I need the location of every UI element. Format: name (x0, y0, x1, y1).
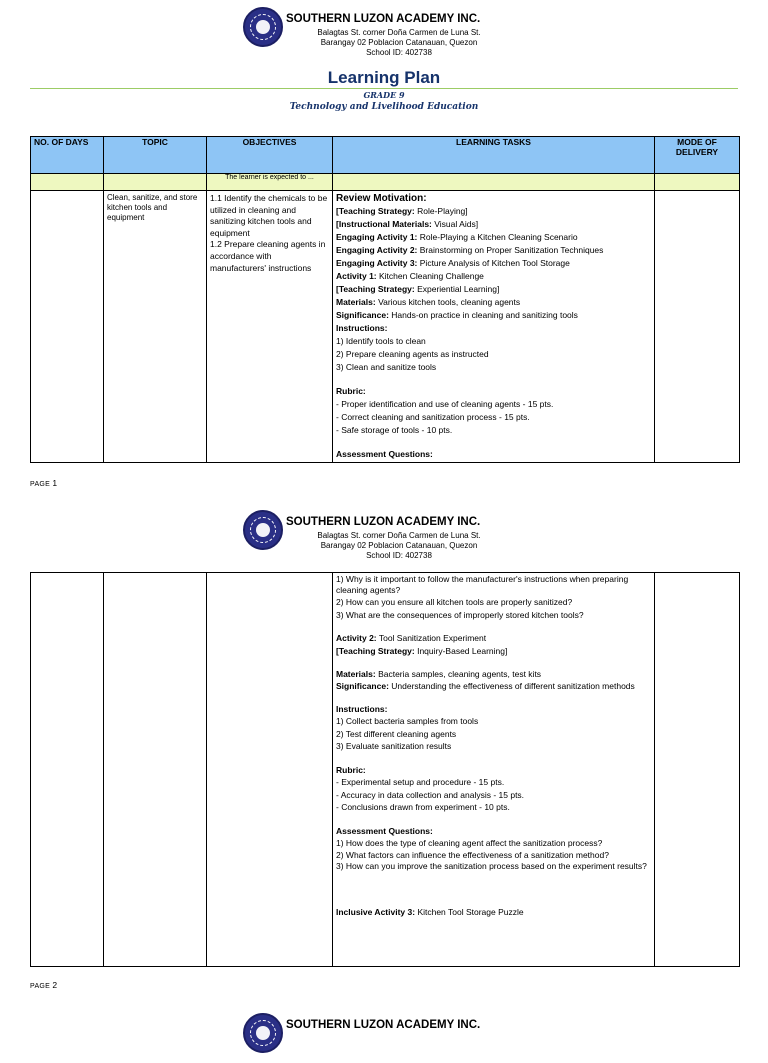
assessment-questions-label: Assessment Questions: (336, 825, 433, 836)
list-item: - Experimental setup and procedure - 15 pts. (336, 777, 505, 787)
list-item: 1) Identify tools to clean (336, 336, 426, 346)
table-header-row (31, 137, 740, 174)
topic-cell: Clean, sanitize, and store kitchen tools and equipment (104, 191, 207, 463)
learning-tasks-cell (333, 573, 655, 967)
school-logo-seal-icon (243, 1013, 283, 1053)
review-motivation-heading: Review Motivation: (336, 193, 427, 204)
school-address-line2: Barangay 02 Poblacion Catanauan, Quezon (320, 541, 478, 550)
learning-tasks-cell (333, 191, 655, 463)
activity-2-materials-line: Materials: Bacteria samples, cleaning agents, test kits (336, 669, 542, 679)
engaging-activity-1-line: Engaging Activity 1: Role-Playing a Kitchen Cleaning Scenario (336, 232, 578, 242)
school-logo-seal-icon (243, 510, 283, 550)
list-item: 2) What factors can influence the effectiveness of a sanitization method? (336, 849, 609, 860)
school-name: SOUTHERN LUZON ACADEMY INC. (286, 516, 481, 528)
table-row (31, 191, 740, 463)
school-id: School ID: 402738 (366, 48, 432, 57)
header-learning-tasks: LEARNING TASKS (333, 137, 655, 174)
list-item: - Accuracy in data collection and analysis - 15 pts. (336, 789, 525, 800)
subject-name: Technology and Livelihood Education (289, 102, 479, 112)
school-id: School ID: 402738 (366, 551, 432, 560)
inclusive-activity-3-line: Inclusive Activity 3: Kitchen Tool Storage Puzzle (336, 906, 524, 917)
instructions-label: Instructions: (336, 323, 388, 333)
header-mode-of-delivery: MODE OF DELIVERY (655, 137, 740, 174)
rubric-label: Rubric: (336, 386, 366, 396)
list-item: 2) Test different cleaning agents (336, 728, 457, 739)
teaching-strategy-line: [Teaching Strategy: Role-Playing] (336, 206, 468, 216)
page1-header (0, 7, 768, 57)
engaging-activity-2-line: Engaging Activity 2: Brainstorming on Proper Sanitization Techniques (336, 245, 604, 255)
activity-1-significance-line: Significance: Hands-on practice in cleaning and sanitizing tools (336, 310, 578, 320)
objectives-cell (207, 573, 333, 967)
mode-of-delivery-cell (655, 191, 740, 463)
objective-1-1: 1.1 Identify the chemicals to be utilized in cleaning and sanitizing kitchen tools and equipment (210, 193, 328, 238)
page3-header (0, 1013, 768, 1063)
header-topic: TOPIC (104, 137, 207, 174)
rubric-label: Rubric: (336, 764, 366, 775)
list-item: - Conclusions drawn from experiment - 10 pts. (336, 802, 510, 812)
learning-plan-table-page1 (30, 136, 740, 463)
school-logo-seal-icon (243, 7, 283, 47)
school-address-line2: Barangay 02 Poblacion Catanauan, Quezon (320, 38, 478, 47)
activity-1-line: Activity 1: Kitchen Cleaning Challenge (336, 271, 484, 281)
list-item: 3) What are the consequences of improperly stored kitchen tools? (336, 609, 584, 620)
activity-1-materials-line: Materials: Various kitchen tools, cleaning agents (336, 297, 521, 307)
mode-of-delivery-cell (655, 573, 740, 967)
list-item: 1) How does the type of cleaning agent affect the sanitization process? (336, 838, 603, 848)
header-no-of-days: NO. OF DAYS (31, 137, 104, 174)
school-address-line1: Balagtas St. corner Doña Carmen de Luna St. (317, 28, 481, 37)
instructional-materials-line: [Instructional Materials: Visual Aids] (336, 219, 479, 229)
list-item: 1) Why is it important to follow the manufacturer's instructions when preparing cleaning agents? (336, 574, 629, 595)
school-name: SOUTHERN LUZON ACADEMY INC. (286, 1019, 481, 1031)
activity-2-line: Activity 2: Tool Sanitization Experiment (336, 633, 487, 643)
list-item: 3) Evaluate sanitization results (336, 741, 452, 751)
no-of-days-cell (31, 191, 104, 463)
title-divider (30, 88, 738, 89)
list-item: 2) Prepare cleaning agents as instructed (336, 349, 489, 359)
learning-plan-table-page2 (30, 572, 740, 967)
table-row (31, 573, 740, 967)
school-address-line1: Balagtas St. corner Doña Carmen de Luna St. (317, 531, 481, 540)
table-subheader-row (31, 174, 740, 191)
activity-1-strategy-line: [Teaching Strategy: Experiential Learning] (336, 284, 500, 294)
assessment-questions-label: Assessment Questions: (336, 449, 433, 459)
engaging-activity-3-line: Engaging Activity 3: Picture Analysis of Kitchen Tool Storage (336, 258, 570, 268)
list-item: 2) How can you ensure all kitchen tools are properly sanitized? (336, 597, 573, 607)
list-item: - Safe storage of tools - 10 pts. (336, 425, 453, 435)
topic-cell (104, 573, 207, 967)
activity-2-significance-line: Significance: Understanding the effectiveness of different sanitization methods (336, 680, 635, 691)
list-item: 3) Clean and sanitize tools (336, 362, 437, 372)
list-item: - Proper identification and use of cleaning agents - 15 pts. (336, 399, 554, 409)
school-name: SOUTHERN LUZON ACADEMY INC. (286, 13, 481, 25)
no-of-days-cell (31, 573, 104, 967)
document-title: Learning Plan (327, 68, 441, 87)
list-item: 3) How can you improve the sanitization process based on the experiment results? (336, 860, 647, 871)
instructions-label: Instructions: (336, 703, 388, 714)
activity-2-strategy-line: [Teaching Strategy: Inquiry-Based Learning] (336, 645, 508, 656)
header-objectives: OBJECTIVES (207, 137, 333, 174)
grade-level: GRADE 9 (363, 90, 405, 100)
page-number-2: PAGE 2 (30, 980, 58, 990)
objectives-intro: The learner is expected to ... (207, 174, 333, 191)
list-item: 1) Collect bacteria samples from tools (336, 716, 479, 726)
objectives-cell (207, 191, 333, 463)
list-item: - Correct cleaning and sanitization process - 15 pts. (336, 412, 530, 422)
objective-1-2: 1.2 Prepare cleaning agents in accordance with manufacturers' instructions (210, 239, 326, 273)
page2-header (0, 510, 768, 560)
page-number-1: PAGE 1 (30, 478, 58, 488)
